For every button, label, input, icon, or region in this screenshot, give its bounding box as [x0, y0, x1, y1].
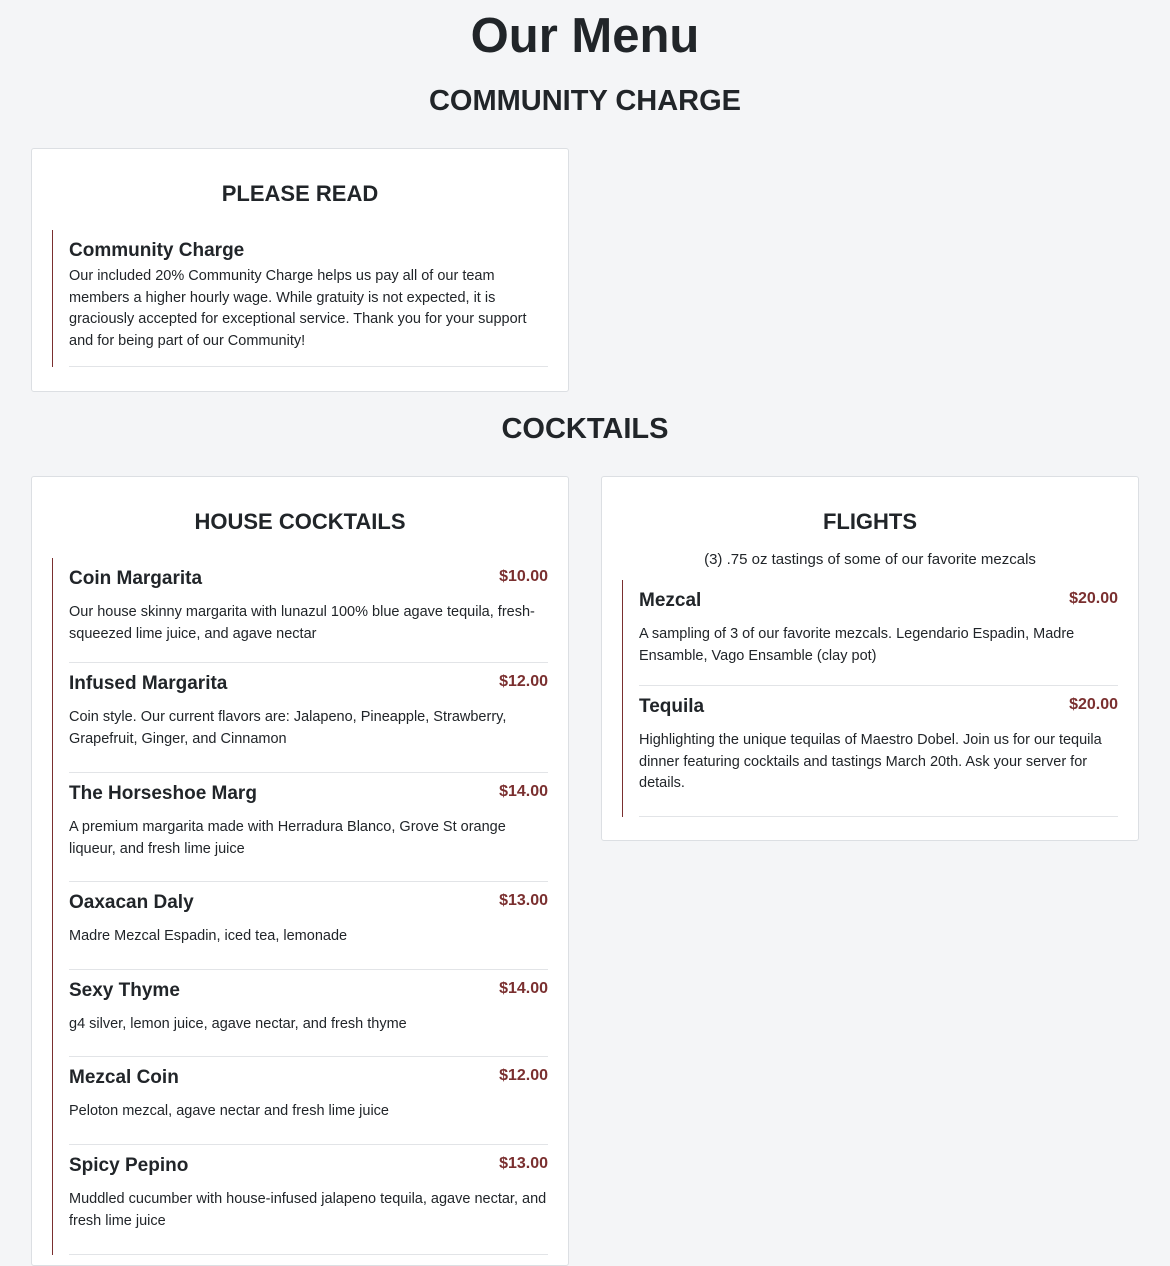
card-title-please-read: PLEASE READ [221, 181, 379, 206]
item-description: Madre Mezcal Espadin, iced tea, lemonade [69, 928, 348, 944]
item-name: Oaxacan Daly [69, 892, 194, 913]
item-price: $14.00 [499, 980, 548, 997]
house-cocktails-card [31, 476, 569, 1266]
menu-item [69, 882, 548, 970]
flights-subtitle: (3) .75 oz tastings of some of our favorite mezcals [704, 551, 1036, 568]
item-price: $13.00 [499, 1155, 548, 1172]
flights-list [622, 580, 1118, 817]
menu-item [639, 686, 1118, 817]
item-description: Our house skinny margarita with lunazul 100% blue agave tequila, fresh-squeezed lime juice, and agave nectar [69, 604, 535, 642]
card-title-flights: FLIGHTS [822, 509, 918, 534]
item-description: Peloton mezcal, agave nectar and fresh lime juice [69, 1103, 389, 1119]
item-name: Spicy Pepino [69, 1155, 189, 1176]
item-price: $12.00 [499, 673, 548, 690]
section-title-community-charge: COMMUNITY CHARGE [428, 85, 742, 117]
menu-item [69, 970, 548, 1057]
community-charge-list [52, 230, 548, 367]
flights-card [601, 476, 1139, 841]
menu-item [69, 1057, 548, 1145]
item-name: Mezcal [639, 590, 702, 611]
menu-item [69, 1145, 548, 1255]
please-read-card [31, 148, 569, 392]
item-price: $13.00 [499, 892, 548, 909]
item-price: $20.00 [1069, 696, 1118, 713]
item-description: A sampling of 3 of our favorite mezcals. Legendario Espadin, Madre Ensamble, Vago Ensamble (clay pot) [639, 626, 1075, 664]
menu-item [69, 663, 548, 773]
item-description: A premium margarita made with Herradura Blanco, Grove St orange liqueur, and fresh lime juice [69, 819, 506, 857]
item-price: $20.00 [1069, 590, 1118, 607]
item-price: $12.00 [499, 1067, 548, 1084]
item-name: Sexy Thyme [69, 980, 180, 1001]
item-price: $10.00 [499, 568, 548, 585]
item-name: Tequila [639, 696, 705, 717]
menu-item [69, 558, 548, 663]
menu-item [639, 580, 1118, 686]
card-title-house-cocktails: HOUSE COCKTAILS [194, 509, 406, 534]
item-name: The Horseshoe Marg [69, 783, 257, 804]
community-charge-item [69, 230, 548, 367]
section-title-cocktails: COCKTAILS [501, 413, 669, 445]
item-name: Infused Margarita [69, 673, 228, 694]
item-description: Coin style. Our current flavors are: Jalapeno, Pineapple, Strawberry, Grapefruit, Ginger, and Cinnamon [69, 709, 507, 747]
house-cocktails-list [52, 558, 548, 1255]
item-name: Coin Margarita [69, 568, 203, 589]
menu-item [69, 773, 548, 882]
page-title: Our Menu [470, 9, 700, 63]
item-price: $14.00 [499, 783, 548, 800]
item-description: Our included 20% Community Charge helps us pay all of our team members a higher hourly wage. While gratuity is not expected, it is graciously accepted for exceptional service. Thank you for your support and for being part of our Community! [69, 268, 527, 349]
item-description: g4 silver, lemon juice, agave nectar, and fresh thyme [69, 1016, 407, 1032]
item-name: Mezcal Coin [69, 1067, 179, 1088]
item-description: Muddled cucumber with house-infused jalapeno tequila, agave nectar, and fresh lime juice [69, 1191, 547, 1229]
item-name: Community Charge [69, 240, 245, 261]
item-description: Highlighting the unique tequilas of Maestro Dobel. Join us for our tequila dinner featuring cocktails and tastings March 20th. Ask your server for details. [639, 732, 1102, 791]
